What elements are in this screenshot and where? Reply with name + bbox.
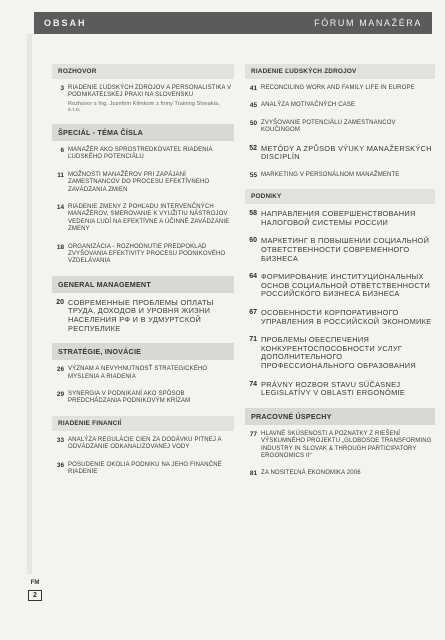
toc-entry[interactable] [245,85,435,92]
entry-page-number: 3 [60,85,64,92]
toc-entry[interactable] [52,85,234,114]
header-section-title: OBSAH [44,18,87,28]
entry-title-wrap [261,102,435,109]
page-spine [27,34,32,574]
toc-entry[interactable] [245,120,435,135]
section-title: PRACOVNÉ ÚSPECHY [245,408,435,425]
toc-entry[interactable] [245,237,435,263]
entry-title: HLAVNÉ SKÚSENOSTI A POZNATKY Z RIEŠENÍ VÝSKUMNÉHO PROJEKTU „GLOBOSOE TRANSFORMING INDUSTRY IN SLOVAK & THROUGH PARTICIPATORY ERGONOMICS II“ [261,430,432,459]
entry-title-wrap [68,244,234,266]
entry-page-number: 29 [56,391,64,399]
entry-page-number: 18 [56,243,64,251]
entry-title-wrap [261,172,435,179]
entry-page-number: 67 [249,308,257,316]
section-title: RIADENIE ĽUDSKÝCH ZDROJOV [245,64,435,79]
entry-title: POSUDENIE OKOLIA PODNIKU NA JEHO FINANČNÉ RIADENIE [68,461,222,476]
entry-title-wrap [68,147,234,162]
toc-entry[interactable] [245,273,435,299]
toc-entry[interactable] [245,309,435,326]
entry-page-number: 26 [56,366,64,374]
entry-title: ANALÝZA MOTIVAČNÝCH CASE [261,102,356,109]
entry-title: НАПРАВЛЕНИЯ СОВЕРШЕНСТВОВАНИЯ НАЛОГОВОЙ СИСТЕМЫ РОССИИ [261,209,416,227]
entry-title-wrap [68,462,234,477]
footer-label: FM [30,580,40,586]
entry-title-wrap [261,309,435,326]
entry-title: METÓDY A ZPŮSOB VÝUKY MANAŽERSKÝCH DISCIPLÍN [261,143,432,162]
entry-page-number: 14 [56,204,64,212]
entry-title-wrap [68,437,234,452]
left-column [52,56,234,487]
section-title: STRATÉGIE, INOVÁCIE [52,343,234,360]
entry-title-wrap [261,381,435,398]
entry-title: ZVYŠOVANIE POTENCIÁLU ZAMESTNANCOV KOUČINGOM [261,119,396,134]
entry-title: MANAŽÉR AKO SPROSTREDKOVATEĽ RIADENIA ĽUDSKÉHO POTENCIÁLU [68,147,213,161]
entry-page-number: 58 [249,210,257,218]
entry-title-wrap [68,299,234,333]
toc-entry[interactable] [52,147,234,162]
entry-page-number: 41 [249,85,257,92]
entry-title-wrap [261,145,435,162]
entry-title-wrap [261,431,435,461]
entry-page-number: 77 [249,430,257,438]
entry-title: ОСОБЕННОСТИ КОРПОРАТИВНОГО УПРАВЛЕНИЯ В РОССИЙСКОЙ ЭКОНОМИКЕ [261,307,432,326]
entry-page-number: 20 [56,298,64,306]
entry-page-number: 33 [56,436,64,444]
entry-title-wrap [261,237,435,263]
entry-title: ANALÝZA REGULÁCIE CIEN ZA DODÁVKU PITNEJ A ODVÁDZANIE ODKANALIZOVANEJ VODY [68,436,222,451]
toc-entry[interactable] [245,102,435,109]
toc-entry[interactable] [52,366,234,381]
entry-page-number: 55 [249,171,257,179]
entry-title-wrap [261,120,435,135]
entry-title: RECONCILING WORK AND FAMILY LIFE IN EUROPE [261,85,415,91]
page-number: 2 [28,590,42,601]
entry-title-wrap [261,336,435,370]
section-title: PODNIKY [245,189,435,204]
entry-title-wrap [68,366,234,381]
toc-entry[interactable] [52,204,234,234]
entry-page-number: 45 [249,102,257,110]
entry-page-number: 81 [249,470,257,478]
entry-page-number: 52 [249,144,257,152]
section-title: GENERAL MANAGEMENT [52,276,234,293]
entry-title-wrap [68,391,234,406]
toc-entry[interactable] [52,462,234,477]
entry-page-number: 11 [57,171,64,179]
entry-title-wrap [261,470,435,477]
toc-entry[interactable] [52,172,234,194]
entry-title: МАРКЕТИНГ В ПОВЫШЕНИИ СОЦИАЛЬНОЙ ОТВЕТСТВЕННОСТИ СОВРЕМЕННОГО БИЗНЕСА [261,236,430,263]
toc-entry[interactable] [52,244,234,266]
entry-page-number: 50 [249,119,257,127]
entry-title: ORGANIZÁCIA - ROZHODNUTIE PREDPOKLAD ZVYŠOVANIA EFEKTIVITY PROCESU PODNIKOVÉHO VZDELÁVANIA [68,243,226,265]
entry-title: ФОРМИРОВАНИЕ ИНСТИТУЦИОНАЛЬНЫХ ОСНОВ СОЦИАЛЬНОЙ ОТВЕТСТВЕННОСТИ РОССИЙСКОГО БИЗНЕСА БИЗНЕСА [261,272,431,299]
entry-page-number: 74 [249,380,257,388]
entry-page-number: 64 [249,273,257,281]
entry-subtitle: Rozhovor s Ing. Jozefom Klimkom z firmy Training Slovakia, s.r.o. [68,100,220,114]
page-header [34,12,432,34]
entry-title: ПРОБЛЕМЫ ОБЕСПЕЧЕНИЯ КОНКУРЕНТОСПОСОБНОСТИ УСЛУГ ДОПОЛНИТЕЛЬНОГО ПРОФЕССИОНАЛЬНОГО ОБРАЗОВАНИЯ [261,335,417,370]
entry-title: SYNERGIA V PODNIKANÍ AKO SPÔSOB PREDCHÁDZANIA PODNIKOVÝM KRÍZAM [68,391,191,405]
entry-title: MARKETING V PERSONÁLNOM MANAŽMENTE [261,171,400,178]
entry-title-wrap [68,204,234,234]
entry-page-number: 36 [56,461,64,469]
toc-entry[interactable] [52,437,234,452]
toc-entry[interactable] [245,210,435,227]
toc-entry[interactable] [245,431,435,461]
entry-title-wrap [261,273,435,299]
toc-entry[interactable] [245,470,435,477]
entry-title-wrap [261,210,435,227]
section-title: ŠPECIÁL - TÉMA ČÍSLA [52,124,234,141]
entry-title: MOŽNOSTI MANAŽÉROV PRI ZAPÁJANÍ ZAMESTNANCOV DO PROCESU EFEKTÍVNEHO ZAVÁDZANIA ZMIEN [68,171,210,193]
toc-entry[interactable] [245,381,435,398]
toc-entry[interactable] [245,172,435,179]
toc-entry[interactable] [245,145,435,162]
entry-title: RIADENIE ZMENY Z POHĽADU INTERVENČNÝCH MANAŽÉROV, SMEROVANIE K VYUŽITIU NÁSTROJOV VEDENIA ĽUDÍ NA EFEKTÍVNE A ÚČINNÉ ZAVÁDZANIE ZMENY [68,204,230,233]
page-footer [28,580,42,601]
entry-title: RIADENIE ĽUDSKÝCH ZDROJOV A PERSONALISTIKA V PODNIKATEĽSKEJ PRAXI NA SLOVENSKU [68,85,232,99]
entry-title-wrap [261,85,435,92]
entry-title-wrap [68,85,234,114]
entry-page-number: 60 [249,237,257,245]
section-title: RIADENIE FINANCIÍ [52,416,234,431]
entry-title-wrap [68,172,234,194]
toc-entry[interactable] [52,299,234,333]
entry-title: ZA NOSITEĽNÁ EKONOMIKA 2006 [261,470,361,477]
toc-entry[interactable] [52,391,234,406]
entry-title: PRÁVNY ROZBOR STAVU SÚČASNEJ LEGISLATÍVY V OBLASTI ERGONÓMIE [261,379,406,398]
toc-entry[interactable] [245,336,435,370]
section-title: ROZHOVOR [52,64,234,79]
right-column [245,56,435,488]
header-magazine-title: FÓRUM MANAŽÉRA [314,18,422,28]
entry-title: СОВРЕМЕННЫЕ ПРОБЛЕМЫ ОПЛАТЫ ТРУДА, ДОХОДОВ И УРОВНЯ ЖИЗНИ НАСЕЛЕНИЯ РФ И В УДМУРТСКОЙ РЕСПУБЛИКЕ [68,297,214,333]
entry-page-number: 71 [249,336,257,344]
entry-title: VÝZNAM A NEVYHNUTNOSŤ STRATEGICKÉHO MYSLENIA A RIADENIA [68,366,208,380]
entry-page-number: 6 [60,147,64,154]
